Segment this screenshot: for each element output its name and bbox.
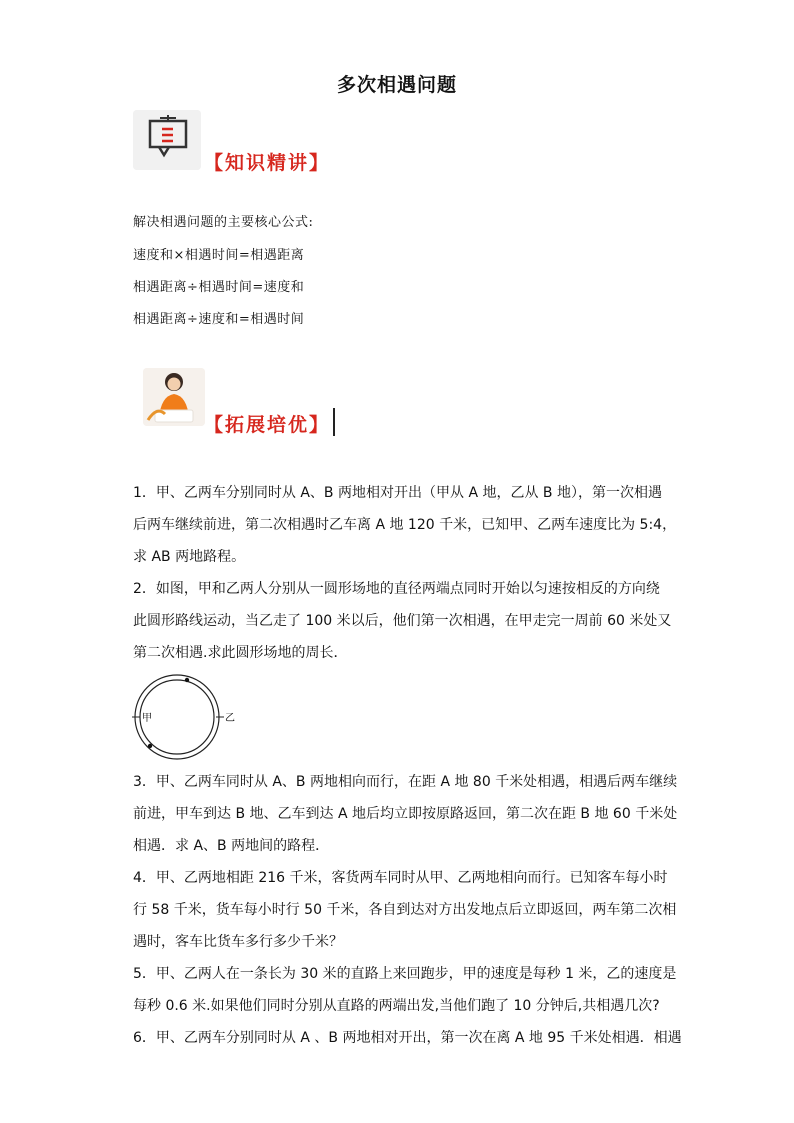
problem-line: 行 58 千米，货车每小时行 50 千米，各自到达对方出发地点后立即返回，两车第二次相 bbox=[133, 902, 677, 918]
problem-line: 此圆形路线运动，当乙走了 100 米以后，他们第一次相遇，在甲走完一周前 60 米处又 bbox=[133, 613, 672, 629]
problem-line: 3．甲、乙两车同时从 A、B 两地相向而行，在距 A 地 80 千米处相遇，相遇后两车继续 bbox=[133, 774, 678, 790]
problem-line: 相遇．求 A、B 两地间的路程． bbox=[133, 838, 330, 854]
problem-line: 第二次相遇.求此圆形场地的周长． bbox=[133, 645, 348, 661]
problem-line: 前进，甲车到达 B 地、乙车到达 A 地后均立即按原路返回，第二次在距 B 地 60 千米处 bbox=[133, 806, 678, 822]
problem-line: 后两车继续前进，第二次相遇时乙车离 A 地 120 千米，已知甲、乙两车速度比为 5:4， bbox=[133, 517, 677, 533]
formula-intro: 解决相遇问题的主要核心公式: bbox=[133, 215, 314, 230]
problem-line: 求 AB 两地路程。 bbox=[133, 549, 246, 565]
problem-3 bbox=[133, 766, 678, 862]
formula-time: 相遇距离÷速度和=相遇时间 bbox=[133, 312, 305, 327]
teacher-avatar-icon bbox=[143, 368, 205, 426]
label-yi: 乙 bbox=[225, 713, 235, 724]
section-knowledge-label: 【知识精讲】 bbox=[204, 152, 331, 174]
problem-line: 4．甲、乙两地相距 216 千米，客货两车同时从甲、乙两地相向而行。已知客车每小时 bbox=[133, 870, 668, 886]
page-title: 多次相遇问题 bbox=[336, 74, 457, 96]
problem-line: 2．如图，甲和乙两人分别从一圆形场地的直径两端点同时开始以匀速按相反的方向绕 bbox=[133, 581, 660, 597]
label-jia: 甲 bbox=[142, 713, 152, 724]
problem-line: 5．甲、乙两人在一条长为 30 米的直路上来回跑步，甲的速度是每秒 1 米，乙的速度是 bbox=[133, 966, 677, 982]
circular-track-diagram bbox=[132, 672, 242, 762]
presentation-board-icon bbox=[133, 110, 201, 170]
problem-6 bbox=[133, 1022, 682, 1054]
formula-distance: 速度和×相遇时间=相遇距离 bbox=[133, 248, 305, 263]
problem-line: 6．甲、乙两车分别同时从 A 、B 两地相对开出，第一次在离 A 地 95 千米处相遇．相遇 bbox=[133, 1030, 682, 1046]
problem-line: 1．甲、乙两车分别同时从 A、B 两地相对开出（甲从 A 地，乙从 B 地），第一次相遇 bbox=[133, 485, 662, 501]
text-cursor bbox=[333, 408, 335, 436]
problem-5 bbox=[133, 958, 677, 1022]
formula-speed: 相遇距离÷相遇时间=速度和 bbox=[133, 280, 305, 295]
problem-line: 遇时，客车比货车多行多少千米？ bbox=[133, 934, 343, 950]
problem-2 bbox=[133, 573, 672, 669]
problem-line: 每秒 0.6 米.如果他们同时分别从直路的两端出发,当他们跑了 10 分钟后,共相遇几次? bbox=[133, 998, 660, 1014]
section-extension-label: 【拓展培优】 bbox=[204, 414, 331, 436]
problem-1 bbox=[133, 477, 677, 573]
problem-4 bbox=[133, 862, 677, 958]
